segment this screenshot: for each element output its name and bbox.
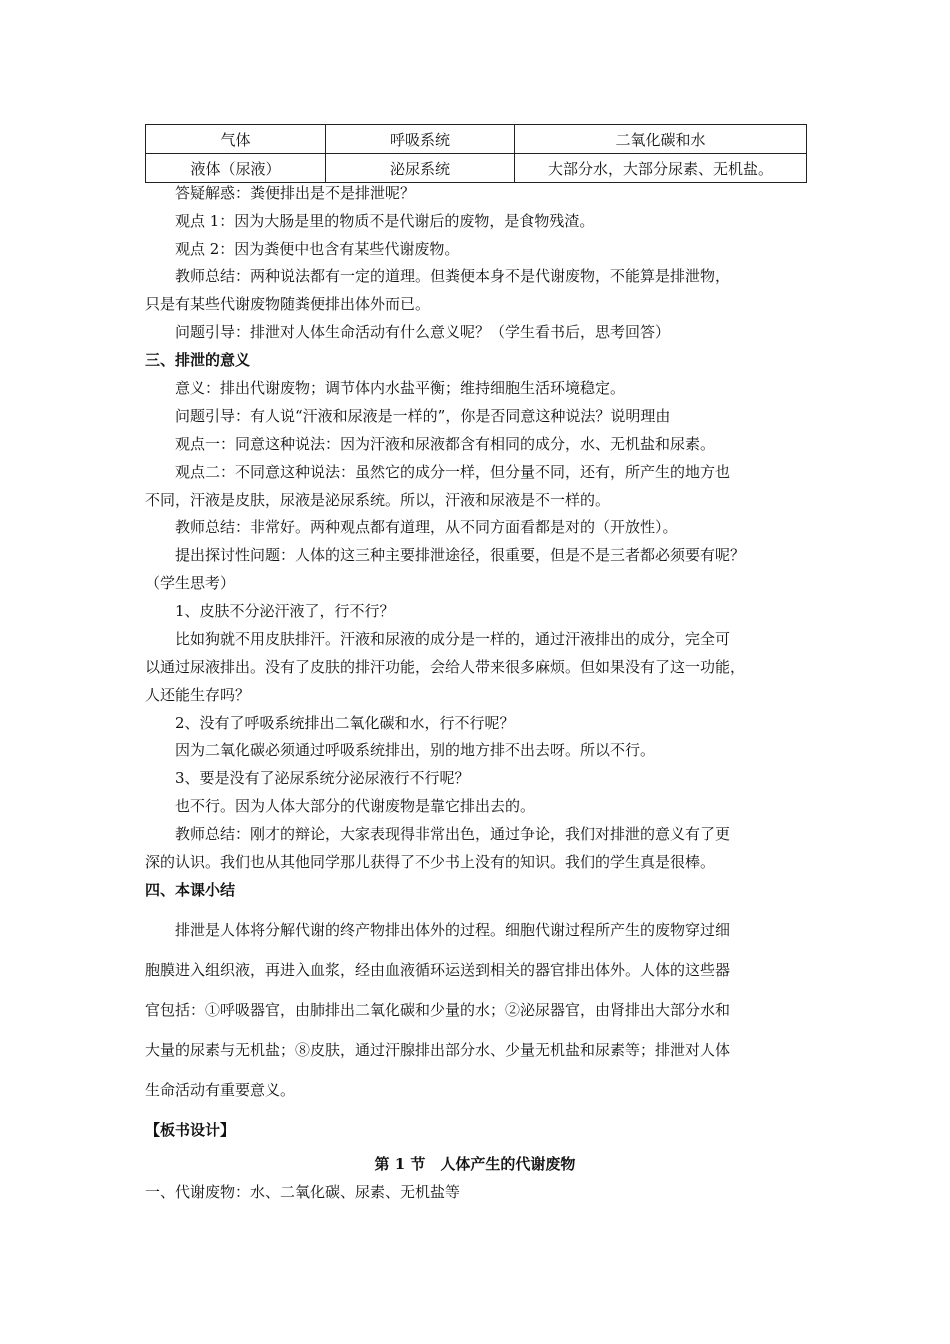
paragraph-line: 提出探讨性问题：人体的这三种主要排泄途径，很重要，但是不是三者都必须要有呢？ — [175, 546, 746, 564]
paragraph-line: 观点 1：因为大肠是里的物质不是代谢后的废物，是食物残渣。 — [175, 212, 595, 230]
table-cell: 液体（尿液） — [146, 154, 326, 183]
paragraph-line: 观点一：同意这种说法：因为汗液和尿液都含有相同的成分，水、无机盐和尿素。 — [175, 435, 716, 453]
table-row — [146, 125, 807, 154]
paragraph-line: 1、皮肤不分泌汗液了，行不行？ — [175, 602, 395, 620]
paragraph-line: 观点二：不同意这种说法：虽然它的成分一样，但分量不同，还有，所产生的地方也 — [175, 463, 731, 481]
board-item: 一、代谢废物：水、二氧化碳、尿素、无机盐等 — [145, 1183, 461, 1201]
paragraph-line: 人还能生存吗？ — [145, 686, 251, 704]
paragraph-line: 以通过尿液排出。没有了皮肤的排汗功能，会给人带来很多麻烦。但如果没有了这一功能， — [145, 658, 746, 676]
paragraph-line: 因为二氧化碳必须通过呼吸系统排出，别的地方排不出去呀。所以不行。 — [175, 741, 656, 759]
excretion-table — [145, 124, 807, 183]
paragraph-line: 观点 2：因为粪便中也含有某些代谢废物。 — [175, 240, 460, 258]
table-cell: 气体 — [146, 125, 326, 154]
section-heading: 三、排泄的意义 — [145, 351, 251, 369]
paragraph-line: 教师总结：两种说法都有一定的道理。但粪便本身不是代谢废物，不能算是排泄物， — [175, 267, 731, 285]
summary-line: 排泄是人体将分解代谢的终产物排出体外的过程。细胞代谢过程所产生的废物穿过细 — [175, 921, 731, 939]
paragraph-line: 教师总结：刚才的辩论，大家表现得非常出色，通过争论，我们对排泄的意义有了更 — [175, 825, 731, 843]
table-cell: 大部分水，大部分尿素、无机盐。 — [515, 154, 807, 183]
section-heading: 四、本课小结 — [145, 881, 236, 899]
paragraph-line: 教师总结：非常好。两种观点都有道理，从不同方面看都是对的（开放性）。 — [175, 518, 678, 536]
paragraph-line: 不同，汗液是皮肤，尿液是泌尿系统。所以，汗液和尿液是不一样的。 — [145, 491, 611, 509]
paragraph-line: 只是有某些代谢废物随粪便排出体外而已。 — [145, 295, 431, 313]
table-cell: 二氧化碳和水 — [515, 125, 807, 154]
paragraph-line: 深的认识。我们也从其他同学那儿获得了不少书上没有的知识。我们的学生真是很棒。 — [145, 853, 716, 871]
summary-line: 大量的尿素与无机盐；⑧皮肤，通过汗腺排出部分水、少量无机盐和尿素等；排泄对人体 — [145, 1041, 731, 1059]
paragraph-line: 2、没有了呼吸系统排出二氧化碳和水，行不行呢？ — [175, 714, 515, 732]
paragraph-line: 问题引导：有人说“汗液和尿液是一样的”，你是否同意这种说法？说明理由 — [175, 407, 671, 425]
board-title: 第 1 节 人体产生的代谢废物 — [374, 1155, 576, 1173]
summary-line: 胞膜进入组织液，再进入血浆，经由血液循环运送到相关的器官排出体外。人体的这些器 — [145, 961, 731, 979]
table-cell: 呼吸系统 — [326, 125, 515, 154]
board-design-heading: 【板书设计】 — [145, 1121, 236, 1139]
paragraph-line: 答疑解惑：粪便排出是不是排泄呢？ — [175, 184, 416, 202]
summary-line: 官包括：①呼吸器官，由肺排出二氧化碳和少量的水；②泌尿器官，由肾排出大部分水和 — [145, 1001, 731, 1019]
paragraph-line: 3、要是没有了泌尿系统分泌尿液行不行呢？ — [175, 769, 470, 787]
paragraph-line: （学生思考） — [145, 574, 236, 592]
table-cell: 泌尿系统 — [326, 154, 515, 183]
paragraph-line: 也不行。因为人体大部分的代谢废物是靠它排出去的。 — [175, 797, 536, 815]
paragraph-line: 意义：排出代谢废物；调节体内水盐平衡；维持细胞生活环境稳定。 — [175, 379, 626, 397]
summary-line: 生命活动有重要意义。 — [145, 1081, 296, 1099]
paragraph-line: 问题引导：排泄对人体生命活动有什么意义呢？（学生看书后，思考回答） — [175, 323, 671, 341]
paragraph-line: 比如狗就不用皮肤排汗。汗液和尿液的成分是一样的，通过汗液排出的成分，完全可 — [175, 630, 731, 648]
